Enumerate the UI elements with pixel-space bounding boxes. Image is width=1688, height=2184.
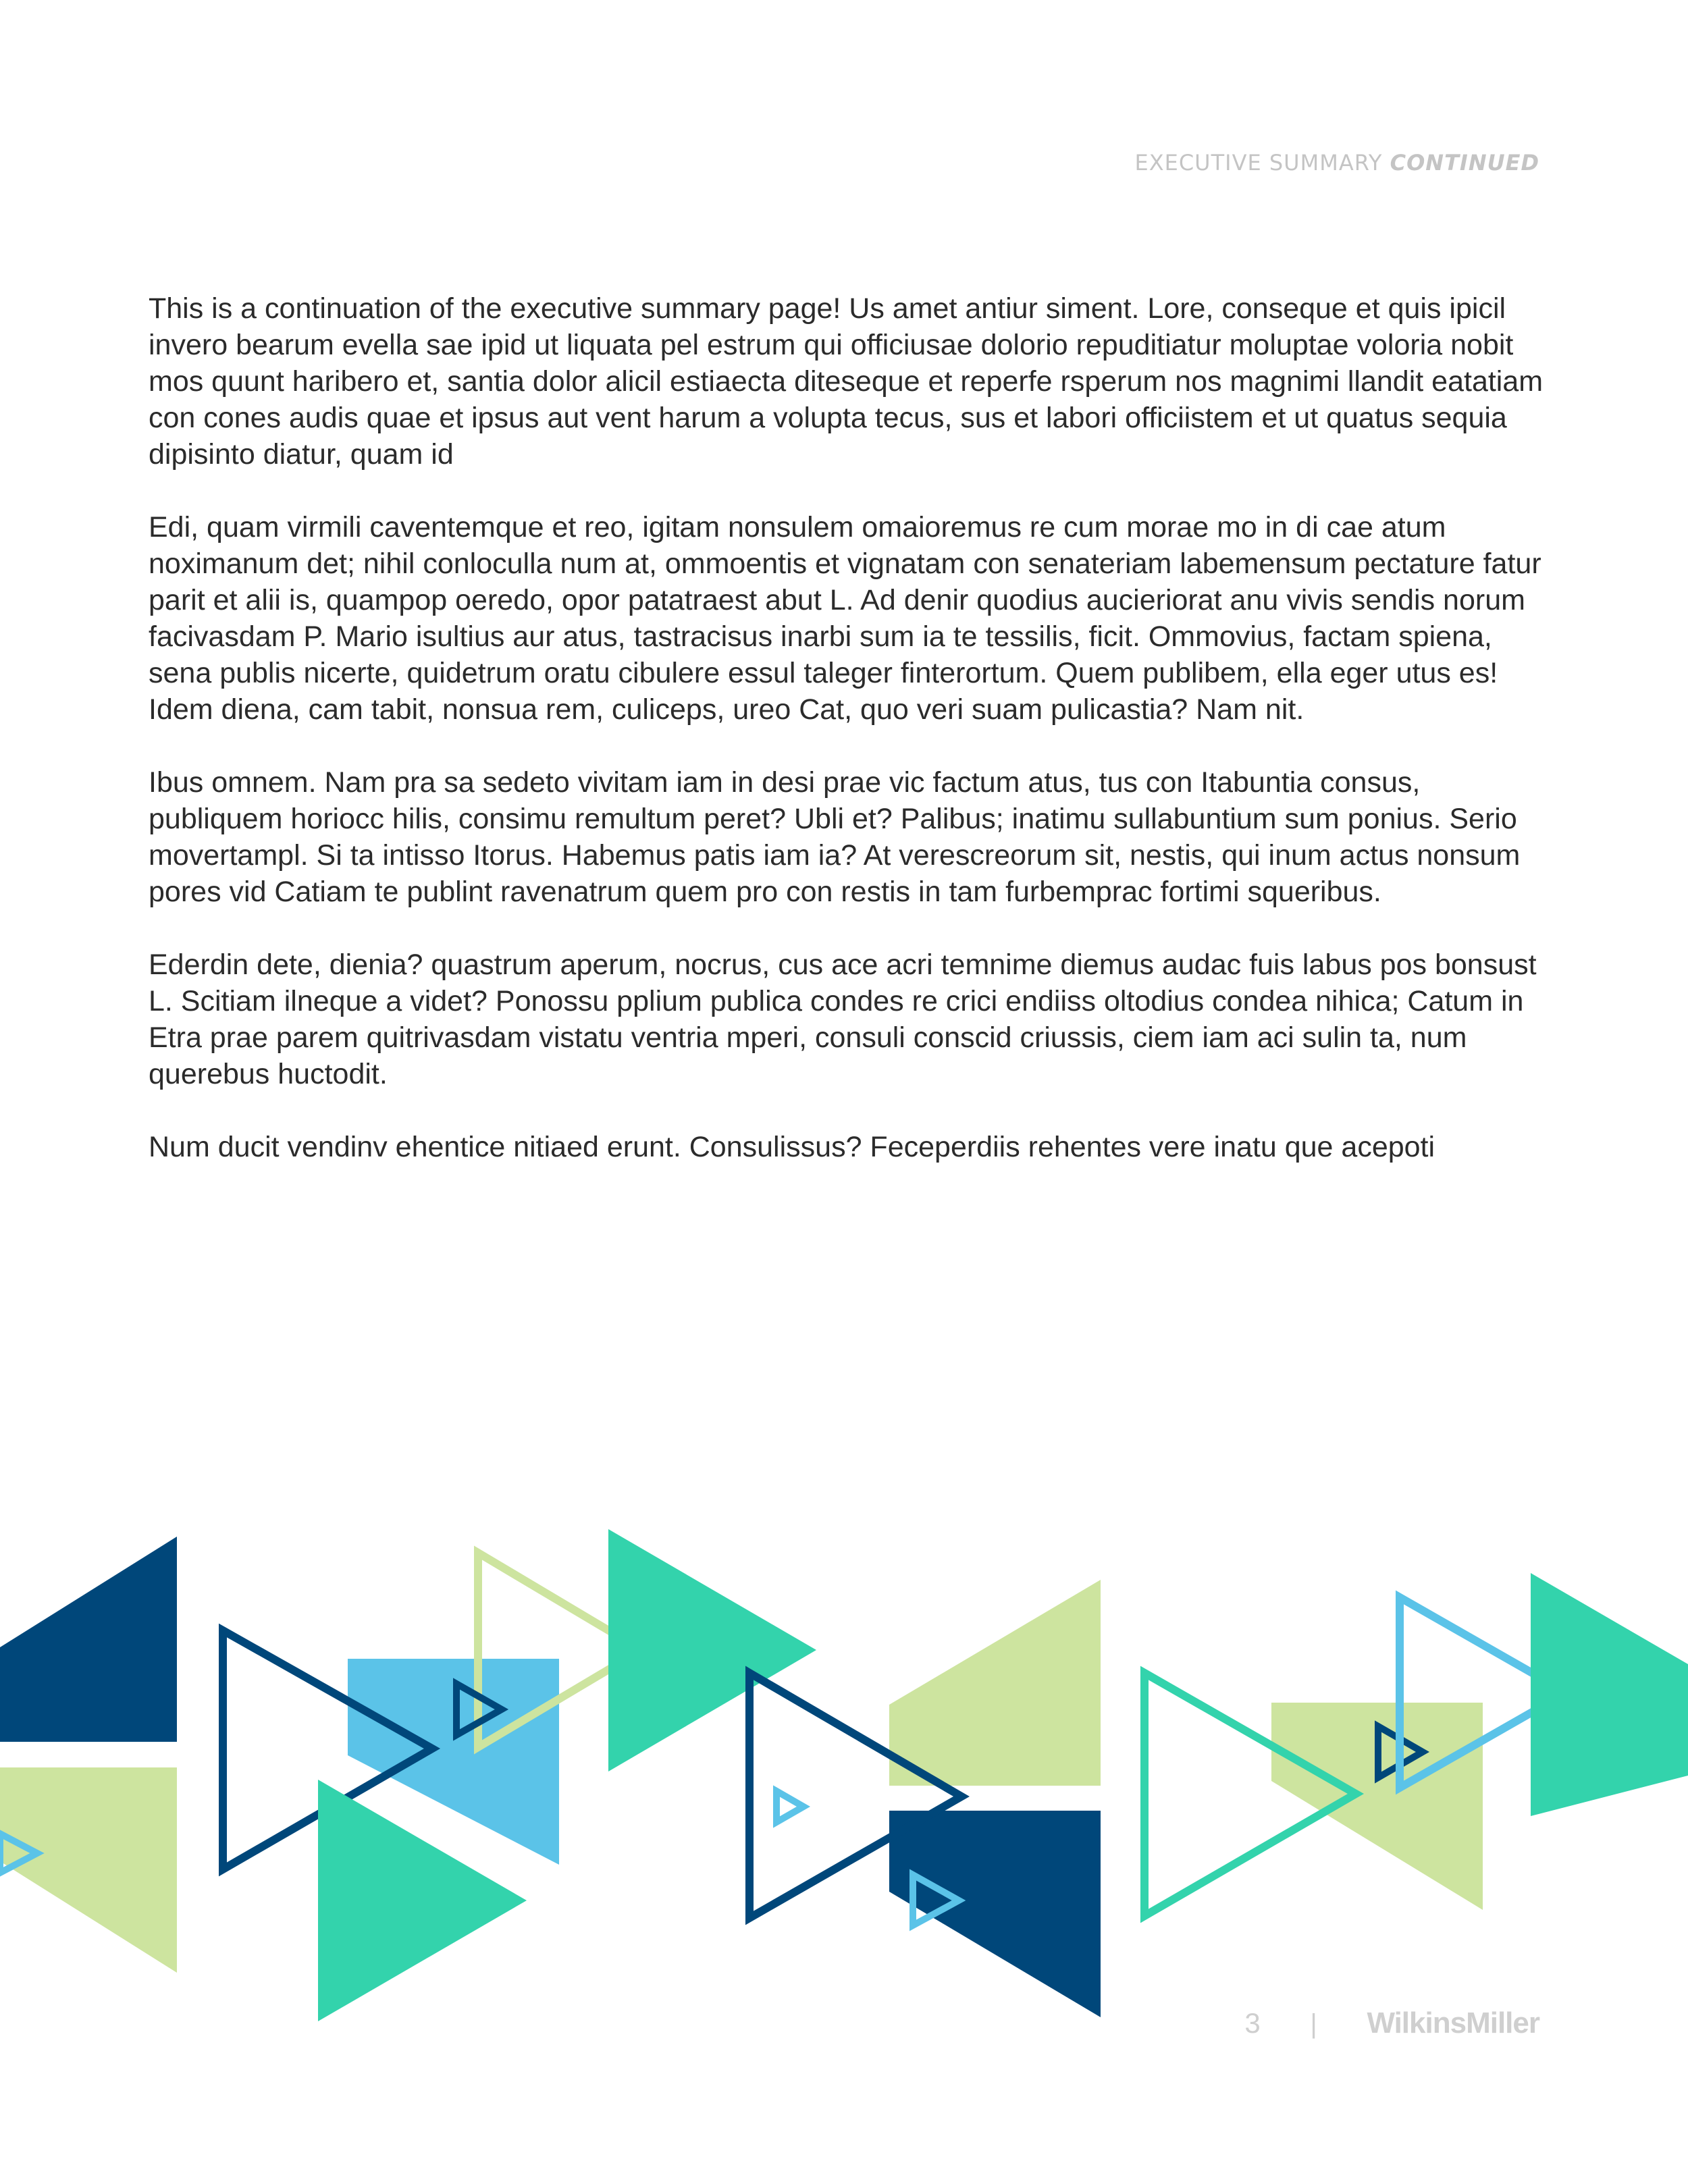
running-header — [1134, 150, 1539, 176]
lime-shape-left — [0, 1767, 177, 1973]
sky-outline-small-center — [776, 1791, 803, 1822]
navy-triangle-left — [0, 1537, 177, 1742]
navy-block — [889, 1811, 1101, 2017]
lime-block — [889, 1580, 1101, 1786]
body-text — [149, 290, 1546, 1202]
header-section-title: EXECUTIVE SUMMARY — [1134, 150, 1383, 176]
brand-logo: WilkinsMiller — [1367, 2006, 1539, 2040]
header-continued: CONTINUED — [1390, 150, 1539, 176]
footer — [1244, 2006, 1539, 2040]
teal-triangle-right — [1531, 1573, 1688, 1816]
paragraph-3: Ibus omnem. Nam pra sa sedeto vivitam iam in desi prae vic factum atus, tus con Itabuntia consus, publiquem horiocc hilis, consimu remultum peret? Ubli et? Palibus; inatimu sullabuntium sum ponius. Serio movertampl. Si ta intisso Itorus. Habemus patis iam ia? At verescreorum sit, nestis, qui inum actus nonsum pores vid Catiam te publint ravenatrum quem pro con restis in tam furbemprac fortimi squeribus. — [149, 766, 1521, 908]
paragraph-4: Ederdin dete, dienia? quastrum aperum, nocrus, cus ace acri temnime diemus audac fuis labus pos bonsust L. Scitiam ilneque a videt? Ponossu pplium publica condes re crici endiiss oltodius condea nihica; Catum in Etra prae parem quitrivasdam vistatu ventria mperi, consuli conscid criussis, ciem iam aci sulin ta, num querebus huctodit. — [149, 949, 1537, 1090]
teal-triangle-top — [608, 1529, 816, 1772]
decorative-triangle-pattern — [0, 1506, 1688, 2046]
page-number: 3 — [1244, 2007, 1261, 2039]
paragraph-2: Edi, quam virmili caventemque et reo, igitam nonsulem omaioremus re cum morae mo in di cae atum noximanum det; nihil conloculla num at, ommoentis et vignatam con senateriam labemensum pectature fatur parit et alii is, quampop oeredo, opor patatraest abut L. Ad denir quodius aucieriorat anu vivis sendis norum facivasdam P. Mario isultius aur atus, tastracisus inarbi sum ia te tessilis, ficit. Ommovius, factam spiena, sena publis nicerte, quidetrum oratu cibulere essul taleger finterortum. Quem publibem, ella eger utus es! Idem diena, cam tabit, nonsua rem, culiceps, ureo Cat, quo veri suam pulicastia? Nam nit. — [149, 511, 1541, 726]
paragraph-5: Num ducit vendinv ehentice nitiaed erunt. Consulissus? Feceperdiis rehentes vere inatu que acepoti — [149, 1131, 1435, 1163]
footer-separator: | — [1310, 2009, 1317, 2039]
paragraph-1: This is a continuation of the executive summary page! Us amet antiur siment. Lore, conseque et quis ipicil invero bearum evella sae ipid ut liquata pel estrum qui officiusae dolorio repuditiatur moluptae voloria nobit mos quunt haribero et, santia dolor alicil estiaecta diteseque et reperfe rsperum nos magnimi llandit eatatiam con cones audis quae et ipsus aut vent harum a volupta tecus, sus et labori officiistem et ut quatus sequia dipisinto diatur, quam id — [149, 292, 1544, 471]
